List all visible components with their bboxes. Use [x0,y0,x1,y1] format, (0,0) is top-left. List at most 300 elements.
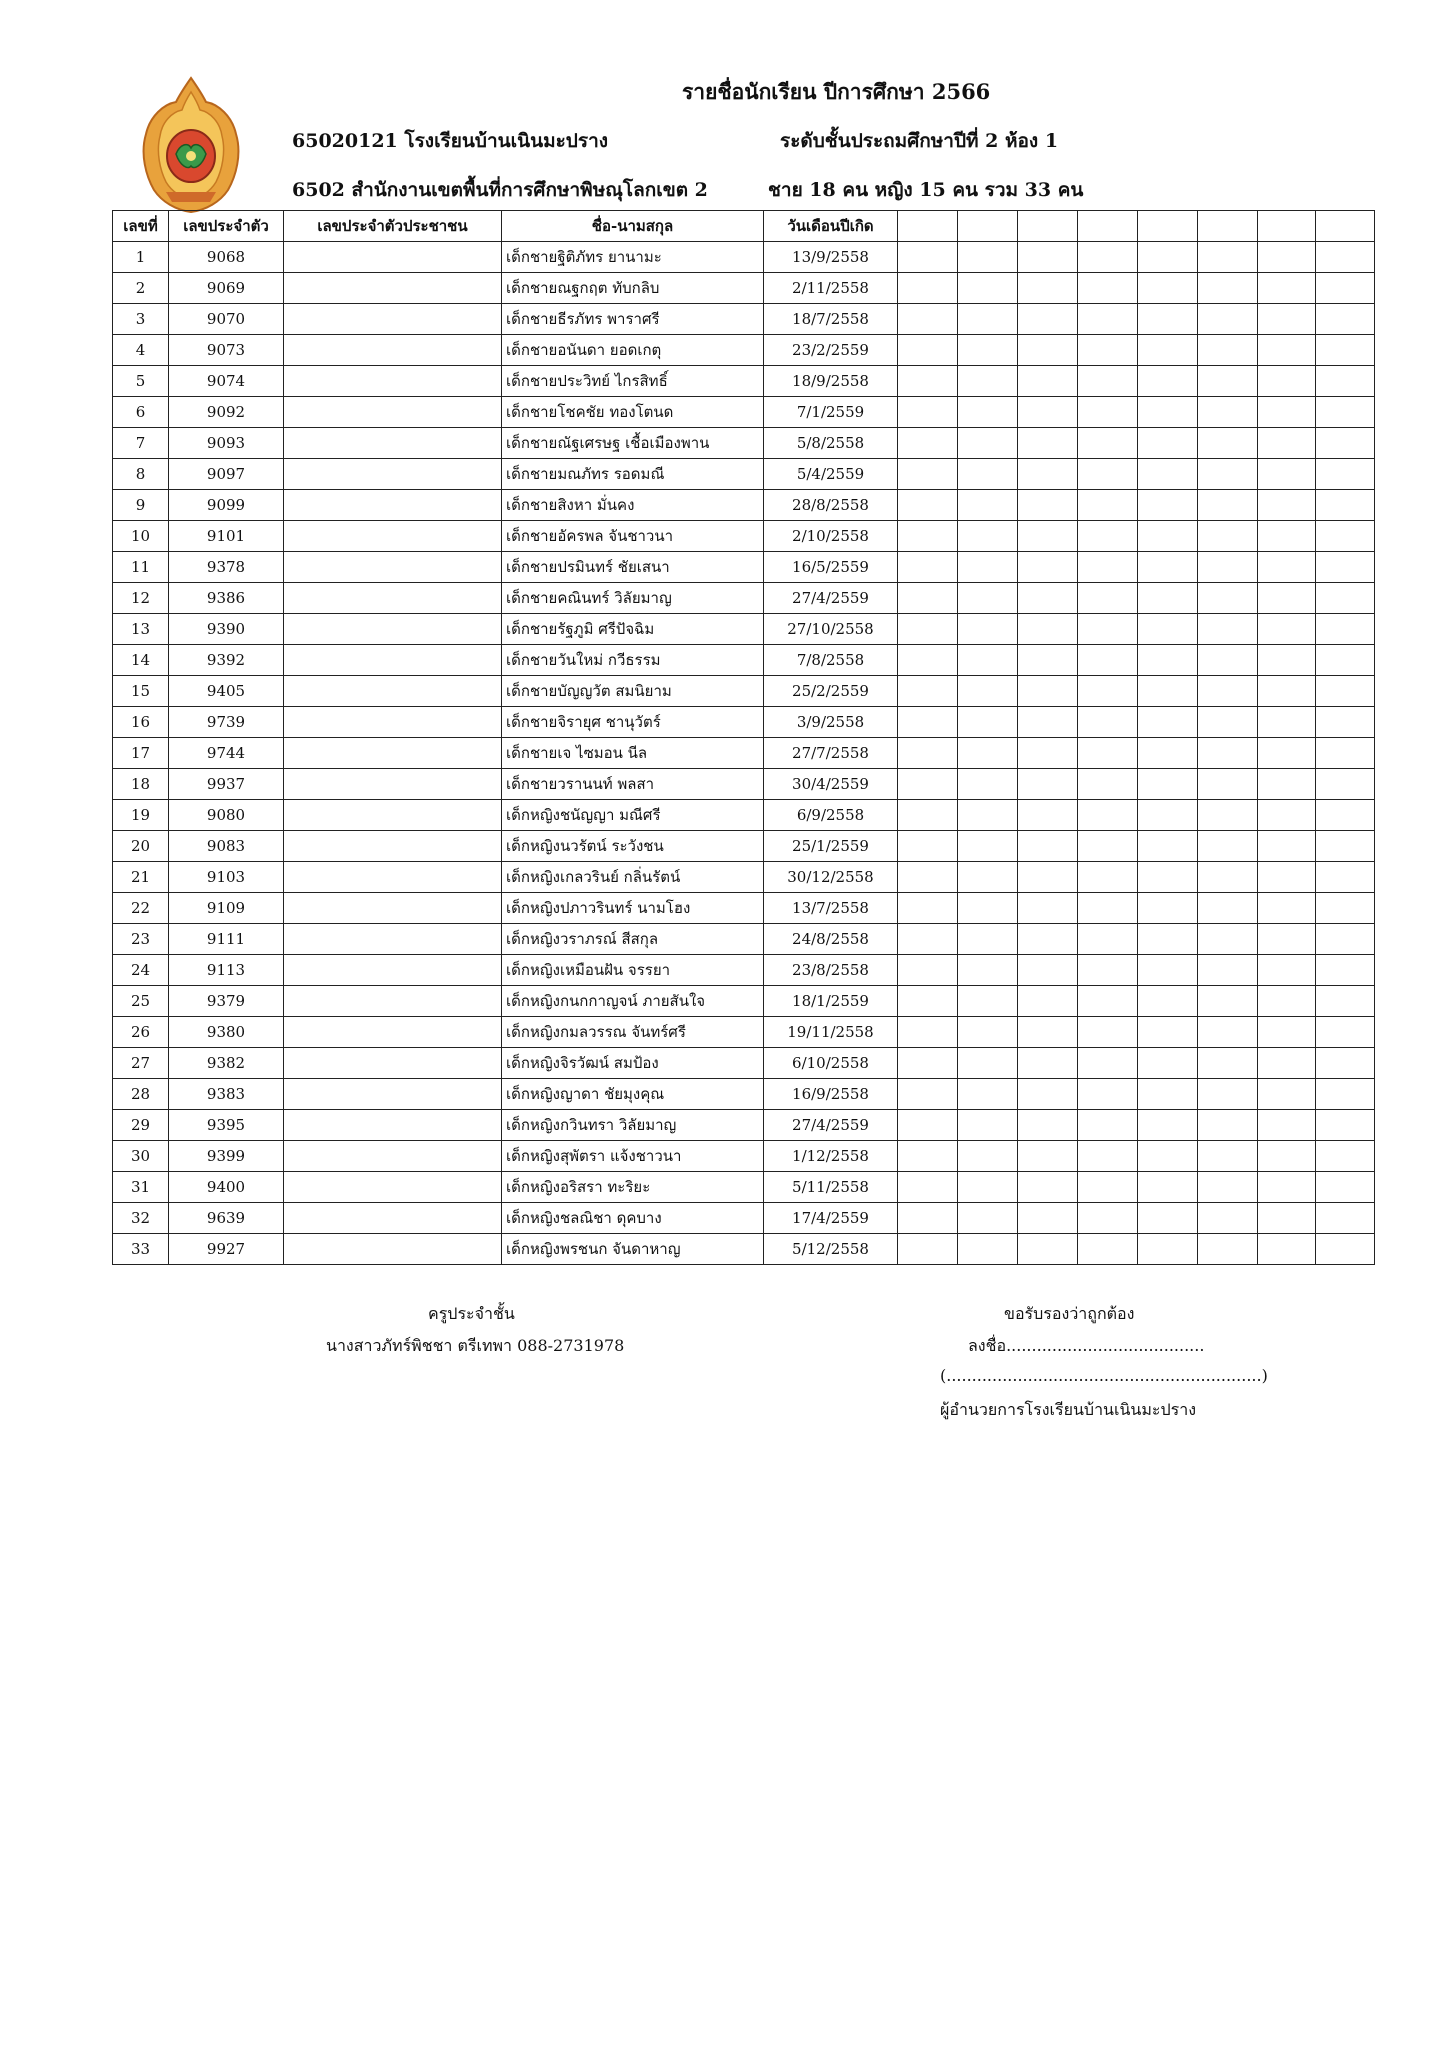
cell-blank [1258,831,1316,862]
cell-blank [958,769,1018,800]
cell-blank [1018,831,1078,862]
cell-blank [1258,1203,1316,1234]
school-name: 65020121 โรงเรียนบ้านเนินมะปราง [292,130,609,152]
cell-blank [898,707,958,738]
cell-blank [1018,676,1078,707]
cell-full-name: เด็กชายณัฐเศรษฐ เชื้อเมืองพาน [502,428,764,459]
cell-student-id: 9092 [169,397,284,428]
cell-student-id: 9103 [169,862,284,893]
cell-birth-date: 27/7/2558 [764,738,898,769]
cell-blank [958,1172,1018,1203]
cell-blank [958,893,1018,924]
table-row [113,366,1375,397]
cell-blank [958,614,1018,645]
cell-blank [1138,490,1198,521]
cell-blank [1198,1079,1258,1110]
cell-blank [1018,521,1078,552]
table-row [113,769,1375,800]
cell-blank [898,1079,958,1110]
cell-blank [1258,893,1316,924]
cell-blank [1018,397,1078,428]
cell-no: 13 [113,614,169,645]
cell-blank [1078,304,1138,335]
cell-blank [1138,1048,1198,1079]
cell-blank [1198,1141,1258,1172]
cell-full-name: เด็กหญิงจิรวัฒน์ สมป้อง [502,1048,764,1079]
cell-blank [1138,893,1198,924]
cell-blank [1316,366,1375,397]
cell-blank [958,707,1018,738]
cell-blank [898,738,958,769]
cell-blank [1316,707,1375,738]
cell-blank [1078,273,1138,304]
header-citizen-id: เลขประจำตัวประชาชน [284,211,502,242]
cell-full-name: เด็กชายรัฐภูมิ ศรีปัจฉิม [502,614,764,645]
cell-blank [1198,800,1258,831]
cell-birth-date: 24/8/2558 [764,924,898,955]
cell-no: 18 [113,769,169,800]
cell-blank [1258,1017,1316,1048]
cell-blank [958,335,1018,366]
cell-blank [1258,1110,1316,1141]
cell-blank [1078,490,1138,521]
table-row [113,583,1375,614]
cell-blank [1018,1017,1078,1048]
cell-full-name: เด็กหญิงอริสรา ทะริยะ [502,1172,764,1203]
cell-student-id: 9093 [169,428,284,459]
cell-blank [1258,738,1316,769]
cell-citizen-id [284,1048,502,1079]
header-blank [1018,211,1078,242]
cell-blank [898,614,958,645]
cell-no: 26 [113,1017,169,1048]
cell-blank [1138,738,1198,769]
header-no: เลขที่ [113,211,169,242]
cell-blank [1198,304,1258,335]
cell-full-name: เด็กหญิงเหมือนฝัน จรรยา [502,955,764,986]
cell-blank [1198,397,1258,428]
cell-blank [898,366,958,397]
table-row [113,1048,1375,1079]
cell-full-name: เด็กชายปรมินทร์ ชัยเสนา [502,552,764,583]
cell-no: 33 [113,1234,169,1265]
cell-full-name: เด็กหญิงกนกกาญจน์ ภายสันใจ [502,986,764,1017]
cell-blank [958,862,1018,893]
cell-blank [1078,800,1138,831]
cell-birth-date: 27/10/2558 [764,614,898,645]
cell-blank [1138,831,1198,862]
cell-citizen-id [284,986,502,1017]
table-row [113,1141,1375,1172]
cell-no: 21 [113,862,169,893]
cell-blank [1316,893,1375,924]
cell-blank [1138,955,1198,986]
cell-citizen-id [284,335,502,366]
cell-blank [1078,707,1138,738]
cell-citizen-id [284,490,502,521]
cell-student-id: 9379 [169,986,284,1017]
cell-student-id: 9639 [169,1203,284,1234]
student-counts: ชาย 18 คน หญิง 15 คน รวม 33 คน [768,179,1084,201]
table-row [113,676,1375,707]
cell-blank [898,397,958,428]
cell-blank [1138,1172,1198,1203]
cell-blank [1018,304,1078,335]
cell-blank [1198,366,1258,397]
cell-citizen-id [284,397,502,428]
cell-blank [1018,428,1078,459]
cell-blank [1198,893,1258,924]
header-blank [1138,211,1198,242]
cell-blank [1018,738,1078,769]
cell-blank [1078,428,1138,459]
cell-citizen-id [284,521,502,552]
cell-blank [1316,1203,1375,1234]
cell-blank [958,583,1018,614]
cell-blank [1316,490,1375,521]
cell-full-name: เด็กหญิงกมลวรรณ จันทร์ศรี [502,1017,764,1048]
cell-full-name: เด็กหญิงญาดา ชัยมุงคุณ [502,1079,764,1110]
cell-birth-date: 27/4/2559 [764,583,898,614]
cell-no: 23 [113,924,169,955]
cell-blank [958,490,1018,521]
cell-blank [1078,986,1138,1017]
cell-blank [958,1079,1018,1110]
cell-blank [1018,1079,1078,1110]
table-row [113,800,1375,831]
cell-blank [1138,273,1198,304]
cell-blank [1258,552,1316,583]
cell-no: 24 [113,955,169,986]
cell-no: 31 [113,1172,169,1203]
cell-blank [1018,1141,1078,1172]
cell-citizen-id [284,924,502,955]
cell-birth-date: 25/2/2559 [764,676,898,707]
cell-citizen-id [284,1234,502,1265]
table-row [113,955,1375,986]
cell-no: 4 [113,335,169,366]
cell-no: 1 [113,242,169,273]
cell-blank [898,242,958,273]
cell-blank [1018,552,1078,583]
cell-blank [898,583,958,614]
header-student-id: เลขประจำตัว [169,211,284,242]
cell-student-id: 9109 [169,893,284,924]
cell-citizen-id [284,955,502,986]
cell-blank [1138,1017,1198,1048]
cell-full-name: เด็กชายอัครพล จันชาวนา [502,521,764,552]
cell-blank [1078,769,1138,800]
cell-blank [1316,1017,1375,1048]
cell-blank [1316,769,1375,800]
table-row [113,893,1375,924]
cell-blank [1258,1079,1316,1110]
cell-full-name: เด็กชายโชคชัย ทองโตนด [502,397,764,428]
cell-blank [958,242,1018,273]
cell-blank [898,645,958,676]
cell-blank [1078,1079,1138,1110]
cell-blank [1258,490,1316,521]
header-birth-date: วันเดือนปีเกิด [764,211,898,242]
cell-blank [1258,614,1316,645]
cell-blank [1258,1048,1316,1079]
cell-birth-date: 5/4/2559 [764,459,898,490]
table-row [113,645,1375,676]
cell-birth-date: 5/8/2558 [764,428,898,459]
cell-student-id: 9097 [169,459,284,490]
cell-blank [958,1017,1018,1048]
cell-blank [1138,583,1198,614]
cell-blank [1198,273,1258,304]
cell-birth-date: 17/4/2559 [764,1203,898,1234]
cell-blank [958,955,1018,986]
cell-blank [1258,676,1316,707]
cell-student-id: 9101 [169,521,284,552]
cell-blank [1198,552,1258,583]
cell-full-name: เด็กหญิงกวินทรา วิลัยมาญ [502,1110,764,1141]
cell-blank [958,831,1018,862]
cell-blank [898,986,958,1017]
cell-birth-date: 30/4/2559 [764,769,898,800]
cell-blank [1078,1110,1138,1141]
cell-blank [1316,552,1375,583]
cell-blank [1138,645,1198,676]
cell-blank [1198,862,1258,893]
cell-no: 16 [113,707,169,738]
cell-blank [1018,459,1078,490]
cell-student-id: 9073 [169,335,284,366]
cell-birth-date: 19/11/2558 [764,1017,898,1048]
cell-birth-date: 6/10/2558 [764,1048,898,1079]
cell-blank [1316,1234,1375,1265]
cell-no: 32 [113,1203,169,1234]
cell-blank [958,1048,1018,1079]
cell-blank [1316,1048,1375,1079]
cell-blank [1258,986,1316,1017]
cell-blank [1316,1079,1375,1110]
cell-blank [1198,1172,1258,1203]
cell-blank [898,955,958,986]
cell-student-id: 9113 [169,955,284,986]
table-row [113,831,1375,862]
cell-student-id: 9382 [169,1048,284,1079]
cell-birth-date: 18/7/2558 [764,304,898,335]
cell-blank [898,304,958,335]
cell-citizen-id [284,583,502,614]
cell-blank [1258,645,1316,676]
cell-blank [1316,304,1375,335]
cell-blank [958,645,1018,676]
cell-blank [898,676,958,707]
header-blank [898,211,958,242]
cell-blank [898,862,958,893]
cell-citizen-id [284,738,502,769]
signature-line: ลงชื่อ....................................... [968,1336,1205,1355]
cell-blank [1018,490,1078,521]
cell-blank [1018,1048,1078,1079]
homeroom-teacher-name: นางสาวภัทร์พิชชา ตรีเทพา 088-2731978 [326,1336,625,1355]
cell-blank [958,521,1018,552]
cell-blank [958,800,1018,831]
cell-blank [1198,614,1258,645]
cell-student-id: 9083 [169,831,284,862]
cell-birth-date: 1/12/2558 [764,1141,898,1172]
cell-no: 27 [113,1048,169,1079]
cell-birth-date: 13/7/2558 [764,893,898,924]
cell-blank [1078,645,1138,676]
cell-birth-date: 30/12/2558 [764,862,898,893]
cell-student-id: 9099 [169,490,284,521]
cell-citizen-id [284,831,502,862]
cell-blank [1316,459,1375,490]
cell-blank [958,1141,1018,1172]
cell-birth-date: 23/8/2558 [764,955,898,986]
cell-citizen-id [284,1110,502,1141]
cell-blank [1258,521,1316,552]
cell-student-id: 9383 [169,1079,284,1110]
cell-blank [1078,242,1138,273]
cell-blank [958,986,1018,1017]
cell-student-id: 9392 [169,645,284,676]
cell-full-name: เด็กชายบัญญวัต สมนิยาม [502,676,764,707]
cell-blank [958,273,1018,304]
cell-blank [1316,1172,1375,1203]
table-row [113,1234,1375,1265]
cell-blank [1138,304,1198,335]
cell-blank [1138,366,1198,397]
cell-student-id: 9744 [169,738,284,769]
cell-blank [1258,273,1316,304]
cell-blank [1198,335,1258,366]
cell-blank [1258,428,1316,459]
table-row [113,273,1375,304]
cell-blank [1018,986,1078,1017]
cell-blank [958,552,1018,583]
cell-blank [1258,769,1316,800]
cell-blank [1078,1048,1138,1079]
table-row [113,1110,1375,1141]
cell-citizen-id [284,800,502,831]
cell-citizen-id [284,614,502,645]
cell-birth-date: 25/1/2559 [764,831,898,862]
cell-blank [1316,986,1375,1017]
cell-citizen-id [284,676,502,707]
cell-blank [1078,552,1138,583]
cell-blank [1316,1141,1375,1172]
header-blank [1198,211,1258,242]
table-row [113,521,1375,552]
cell-no: 25 [113,986,169,1017]
cell-no: 29 [113,1110,169,1141]
cell-blank [1078,862,1138,893]
cell-no: 6 [113,397,169,428]
cell-citizen-id [284,242,502,273]
cell-full-name: เด็กชายจิรายุศ ชานุวัตร์ [502,707,764,738]
cell-blank [1078,1141,1138,1172]
cell-blank [1078,366,1138,397]
cell-blank [1078,397,1138,428]
cell-citizen-id [284,428,502,459]
cell-student-id: 9395 [169,1110,284,1141]
cell-blank [1018,645,1078,676]
cell-blank [1018,924,1078,955]
cell-blank [1138,707,1198,738]
cell-blank [1018,800,1078,831]
cell-blank [1258,459,1316,490]
cell-blank [1198,707,1258,738]
student-roster-table [112,210,1375,1265]
cell-blank [1078,459,1138,490]
cell-full-name: เด็กชายคณินทร์ วิลัยมาญ [502,583,764,614]
cell-student-id: 9739 [169,707,284,738]
cell-blank [898,893,958,924]
cell-birth-date: 2/11/2558 [764,273,898,304]
cell-no: 14 [113,645,169,676]
cell-blank [1138,924,1198,955]
cell-blank [898,1141,958,1172]
cell-blank [1198,738,1258,769]
table-row [113,707,1375,738]
cell-full-name: เด็กหญิงนวรัตน์ ระวังชน [502,831,764,862]
cell-blank [1258,366,1316,397]
cell-blank [1018,614,1078,645]
cell-blank [1316,242,1375,273]
cell-blank [1258,242,1316,273]
table-row [113,242,1375,273]
cell-blank [1316,335,1375,366]
cell-blank [1018,862,1078,893]
cell-birth-date: 2/10/2558 [764,521,898,552]
cell-full-name: เด็กหญิงพรชนก จันดาหาญ [502,1234,764,1265]
cell-blank [1078,893,1138,924]
cell-blank [1198,831,1258,862]
cell-blank [1138,676,1198,707]
header-full-name: ชื่อ-นามสกุล [502,211,764,242]
cell-birth-date: 28/8/2558 [764,490,898,521]
cell-no: 12 [113,583,169,614]
table-row [113,1079,1375,1110]
cell-citizen-id [284,1017,502,1048]
cell-student-id: 9399 [169,1141,284,1172]
cell-blank [958,459,1018,490]
cell-blank [1316,521,1375,552]
cell-blank [898,1048,958,1079]
cell-blank [1316,924,1375,955]
cell-blank [1018,769,1078,800]
cell-birth-date: 3/9/2558 [764,707,898,738]
table-row [113,986,1375,1017]
cell-blank [1316,428,1375,459]
cell-blank [1198,1110,1258,1141]
cell-blank [1078,335,1138,366]
cell-birth-date: 5/11/2558 [764,1172,898,1203]
cell-blank [1138,769,1198,800]
cell-birth-date: 6/9/2558 [764,800,898,831]
cell-blank [898,1172,958,1203]
cell-blank [1018,955,1078,986]
cell-blank [1198,924,1258,955]
cell-blank [1258,397,1316,428]
cell-blank [1198,1203,1258,1234]
cell-blank [1138,459,1198,490]
cell-blank [1018,335,1078,366]
cell-birth-date: 7/1/2559 [764,397,898,428]
cell-blank [1138,614,1198,645]
cell-citizen-id [284,304,502,335]
cell-blank [1138,397,1198,428]
cell-citizen-id [284,707,502,738]
cell-blank [1018,1172,1078,1203]
